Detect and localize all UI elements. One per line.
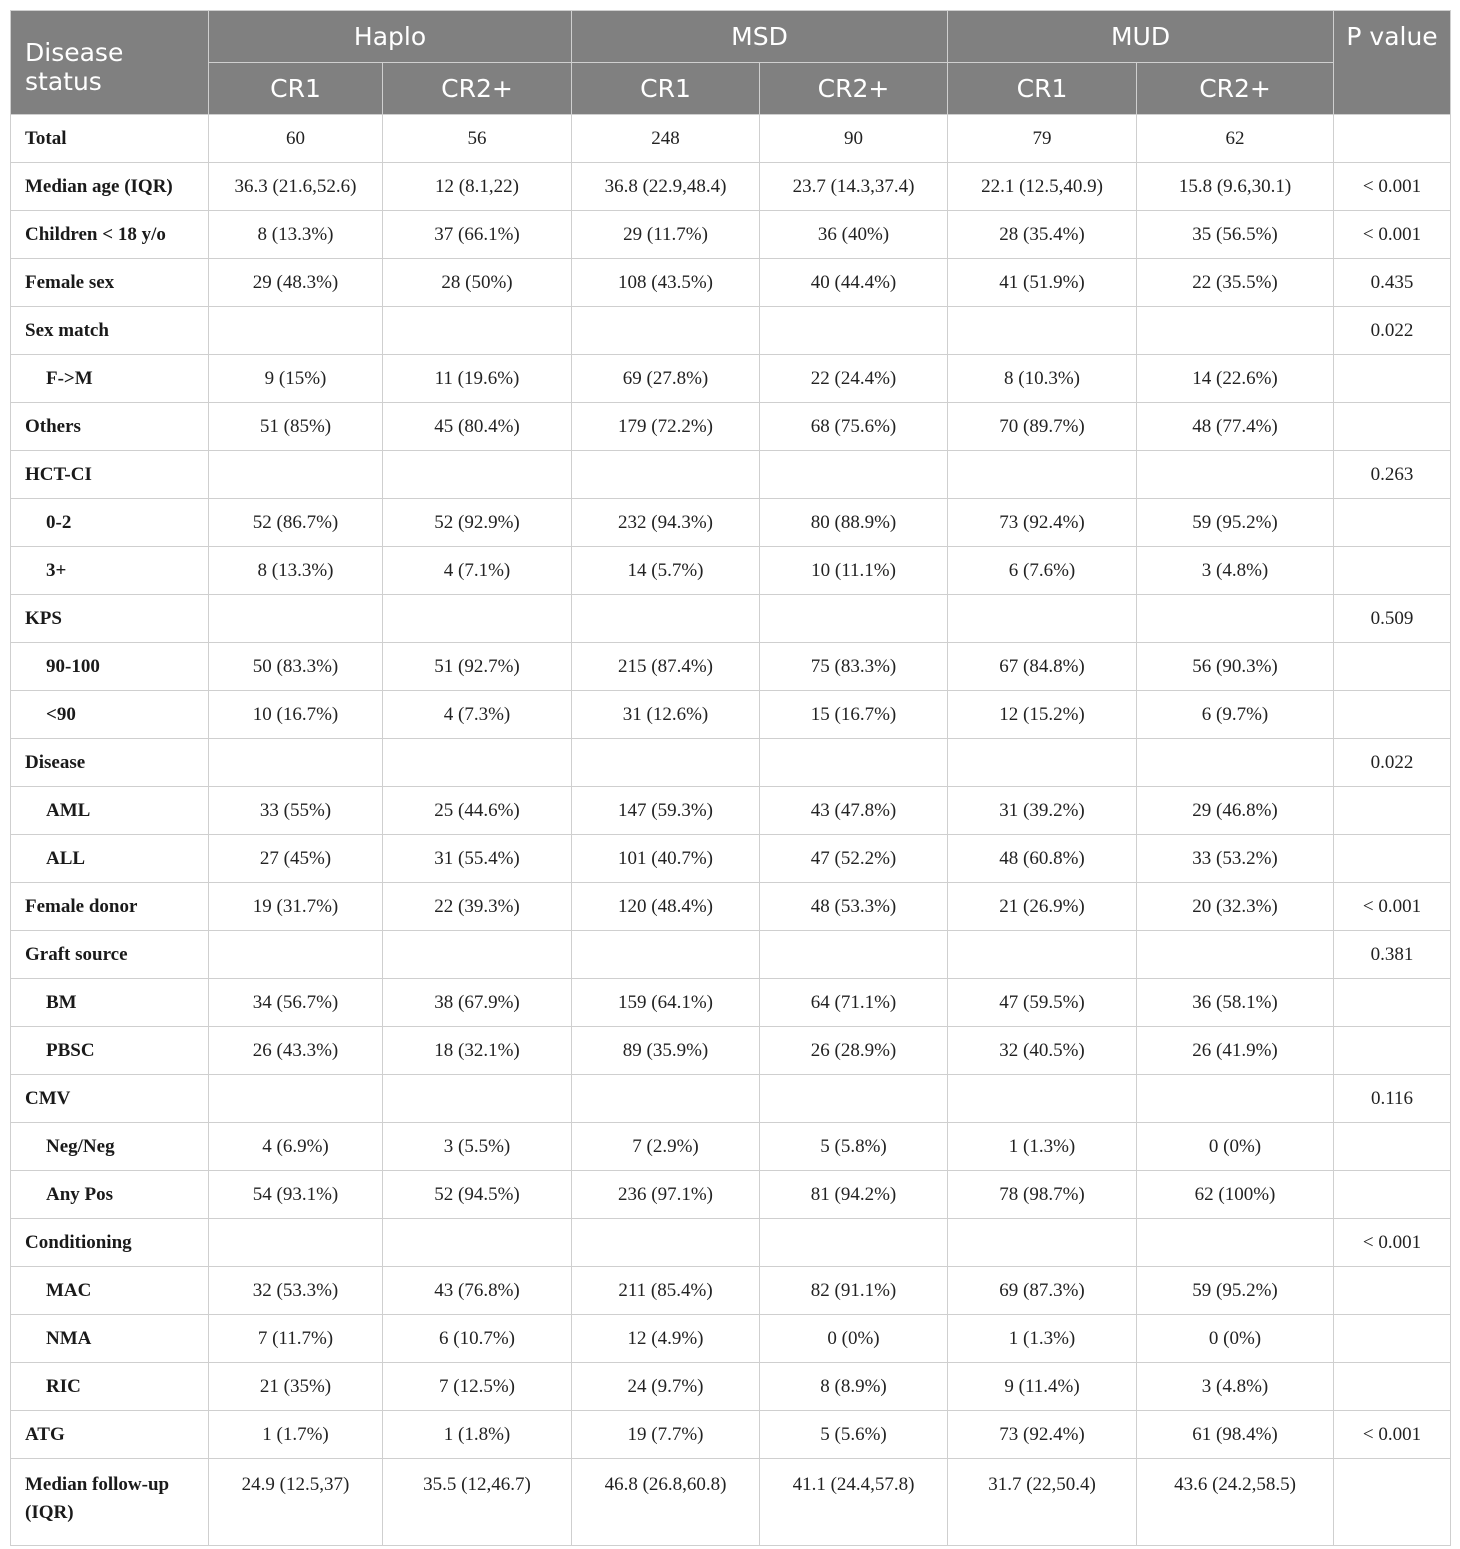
p-value-cell: 0.022 bbox=[1334, 307, 1451, 355]
table-cell: 19 (7.7%) bbox=[572, 1411, 760, 1459]
table-cell: 108 (43.5%) bbox=[572, 259, 760, 307]
p-value-cell: < 0.001 bbox=[1334, 1411, 1451, 1459]
table-cell: 33 (53.2%) bbox=[1137, 835, 1334, 883]
table-cell bbox=[1137, 451, 1334, 499]
table-cell bbox=[572, 1219, 760, 1267]
table-cell: 36.8 (22.9,48.4) bbox=[572, 163, 760, 211]
table-cell: 3 (4.8%) bbox=[1137, 1363, 1334, 1411]
table-cell bbox=[383, 1219, 572, 1267]
table-cell: 78 (98.7%) bbox=[948, 1171, 1137, 1219]
table-cell: 31 (12.6%) bbox=[572, 691, 760, 739]
table-cell: 80 (88.9%) bbox=[760, 499, 948, 547]
table-cell: 27 (45%) bbox=[209, 835, 383, 883]
table-cell: 15.8 (9.6,30.1) bbox=[1137, 163, 1334, 211]
table-cell: 101 (40.7%) bbox=[572, 835, 760, 883]
p-value-cell: < 0.001 bbox=[1334, 211, 1451, 259]
table-row bbox=[11, 1267, 1451, 1315]
table-row bbox=[11, 931, 1451, 979]
table-cell: 35.5 (12,46.7) bbox=[383, 1459, 572, 1546]
table-cell: 10 (11.1%) bbox=[760, 547, 948, 595]
table-cell: 38 (67.9%) bbox=[383, 979, 572, 1027]
table-row bbox=[11, 1459, 1451, 1546]
table-cell bbox=[572, 451, 760, 499]
row-label: ALL bbox=[11, 835, 209, 883]
table-cell: 48 (53.3%) bbox=[760, 883, 948, 931]
table-cell: 22 (24.4%) bbox=[760, 355, 948, 403]
table-cell: 43 (47.8%) bbox=[760, 787, 948, 835]
table-cell bbox=[760, 451, 948, 499]
table-cell: 23.7 (14.3,37.4) bbox=[760, 163, 948, 211]
table-cell bbox=[383, 451, 572, 499]
table-cell: 1 (1.8%) bbox=[383, 1411, 572, 1459]
table-cell: 35 (56.5%) bbox=[1137, 211, 1334, 259]
table-cell: 1 (1.3%) bbox=[948, 1123, 1137, 1171]
table-cell bbox=[1137, 739, 1334, 787]
table-cell bbox=[209, 1075, 383, 1123]
table-cell bbox=[948, 451, 1137, 499]
header-subcol: CR2+ bbox=[760, 63, 948, 115]
table-row bbox=[11, 883, 1451, 931]
table-cell: 56 (90.3%) bbox=[1137, 643, 1334, 691]
table-cell: 32 (40.5%) bbox=[948, 1027, 1137, 1075]
table-cell: 61 (98.4%) bbox=[1137, 1411, 1334, 1459]
table-row bbox=[11, 259, 1451, 307]
table-cell: 51 (85%) bbox=[209, 403, 383, 451]
row-label: PBSC bbox=[11, 1027, 209, 1075]
table-cell: 248 bbox=[572, 115, 760, 163]
table-cell: 211 (85.4%) bbox=[572, 1267, 760, 1315]
table-cell bbox=[760, 739, 948, 787]
p-value-cell bbox=[1334, 1123, 1451, 1171]
table-cell: 4 (6.9%) bbox=[209, 1123, 383, 1171]
table-cell: 36 (40%) bbox=[760, 211, 948, 259]
table-cell: 41 (51.9%) bbox=[948, 259, 1137, 307]
table-cell: 89 (35.9%) bbox=[572, 1027, 760, 1075]
table-row bbox=[11, 403, 1451, 451]
table-cell bbox=[760, 931, 948, 979]
table-cell: 51 (92.7%) bbox=[383, 643, 572, 691]
table-cell: 147 (59.3%) bbox=[572, 787, 760, 835]
table-cell: 12 (15.2%) bbox=[948, 691, 1137, 739]
table-row bbox=[11, 547, 1451, 595]
table-cell: 73 (92.4%) bbox=[948, 1411, 1137, 1459]
table-cell bbox=[209, 931, 383, 979]
table-cell: 5 (5.8%) bbox=[760, 1123, 948, 1171]
table-row bbox=[11, 1363, 1451, 1411]
table-cell bbox=[209, 1219, 383, 1267]
table-cell: 21 (35%) bbox=[209, 1363, 383, 1411]
row-label: Median age (IQR) bbox=[11, 163, 209, 211]
table-cell bbox=[383, 307, 572, 355]
table-cell: 69 (87.3%) bbox=[948, 1267, 1137, 1315]
table-cell: 8 (13.3%) bbox=[209, 211, 383, 259]
table-cell: 29 (46.8%) bbox=[1137, 787, 1334, 835]
p-value-cell: < 0.001 bbox=[1334, 163, 1451, 211]
table-row bbox=[11, 1123, 1451, 1171]
row-label: HCT-CI bbox=[11, 451, 209, 499]
row-label: Median follow-up (IQR) bbox=[11, 1459, 209, 1546]
table-cell: 36.3 (21.6,52.6) bbox=[209, 163, 383, 211]
p-value-cell: 0.263 bbox=[1334, 451, 1451, 499]
table-cell bbox=[948, 931, 1137, 979]
table-cell: 8 (8.9%) bbox=[760, 1363, 948, 1411]
table-row bbox=[11, 643, 1451, 691]
p-value-cell bbox=[1334, 1027, 1451, 1075]
table-cell: 120 (48.4%) bbox=[572, 883, 760, 931]
row-label: Children < 18 y/o bbox=[11, 211, 209, 259]
p-value-cell: 0.509 bbox=[1334, 595, 1451, 643]
table-cell: 31 (39.2%) bbox=[948, 787, 1137, 835]
table-cell: 24.9 (12.5,37) bbox=[209, 1459, 383, 1546]
p-value-cell bbox=[1334, 1171, 1451, 1219]
table-cell bbox=[572, 931, 760, 979]
row-label: Female sex bbox=[11, 259, 209, 307]
header-subcol: CR2+ bbox=[1137, 63, 1334, 115]
table-cell: 15 (16.7%) bbox=[760, 691, 948, 739]
row-label: <90 bbox=[11, 691, 209, 739]
table-cell: 48 (60.8%) bbox=[948, 835, 1137, 883]
table-cell: 6 (9.7%) bbox=[1137, 691, 1334, 739]
row-label: F->M bbox=[11, 355, 209, 403]
p-value-cell bbox=[1334, 547, 1451, 595]
p-value-cell bbox=[1334, 787, 1451, 835]
table-cell: 43 (76.8%) bbox=[383, 1267, 572, 1315]
table-cell bbox=[948, 739, 1137, 787]
table-cell: 59 (95.2%) bbox=[1137, 1267, 1334, 1315]
table-cell: 59 (95.2%) bbox=[1137, 499, 1334, 547]
table-cell: 64 (71.1%) bbox=[760, 979, 948, 1027]
table-cell: 26 (41.9%) bbox=[1137, 1027, 1334, 1075]
table-cell: 29 (48.3%) bbox=[209, 259, 383, 307]
table-cell: 41.1 (24.4,57.8) bbox=[760, 1459, 948, 1546]
table-cell bbox=[948, 1219, 1137, 1267]
table-row bbox=[11, 595, 1451, 643]
table-row bbox=[11, 115, 1451, 163]
table-cell: 26 (28.9%) bbox=[760, 1027, 948, 1075]
table-cell: 159 (64.1%) bbox=[572, 979, 760, 1027]
table-cell bbox=[383, 1075, 572, 1123]
table-cell: 52 (86.7%) bbox=[209, 499, 383, 547]
table-row bbox=[11, 1219, 1451, 1267]
row-label: CMV bbox=[11, 1075, 209, 1123]
table-cell: 75 (83.3%) bbox=[760, 643, 948, 691]
table-cell: 11 (19.6%) bbox=[383, 355, 572, 403]
table-row bbox=[11, 211, 1451, 259]
table-cell: 0 (0%) bbox=[1137, 1315, 1334, 1363]
table-cell: 68 (75.6%) bbox=[760, 403, 948, 451]
table-cell bbox=[1137, 307, 1334, 355]
table-cell bbox=[1137, 931, 1334, 979]
table-row bbox=[11, 787, 1451, 835]
table-cell: 20 (32.3%) bbox=[1137, 883, 1334, 931]
table-cell: 28 (35.4%) bbox=[948, 211, 1137, 259]
table-cell: 22 (39.3%) bbox=[383, 883, 572, 931]
table-body bbox=[11, 115, 1451, 1546]
p-value-cell: < 0.001 bbox=[1334, 1219, 1451, 1267]
row-label: Neg/Neg bbox=[11, 1123, 209, 1171]
table-cell: 32 (53.3%) bbox=[209, 1267, 383, 1315]
table-cell: 34 (56.7%) bbox=[209, 979, 383, 1027]
p-value-cell: < 0.001 bbox=[1334, 883, 1451, 931]
table-cell: 9 (15%) bbox=[209, 355, 383, 403]
row-label: BM bbox=[11, 979, 209, 1027]
table-cell bbox=[572, 739, 760, 787]
table-cell: 82 (91.1%) bbox=[760, 1267, 948, 1315]
table-row bbox=[11, 739, 1451, 787]
table-cell: 37 (66.1%) bbox=[383, 211, 572, 259]
table-row bbox=[11, 979, 1451, 1027]
table-cell: 60 bbox=[209, 115, 383, 163]
table-row bbox=[11, 1411, 1451, 1459]
table-cell: 1 (1.3%) bbox=[948, 1315, 1137, 1363]
row-label: NMA bbox=[11, 1315, 209, 1363]
header-group-msd: MSD bbox=[572, 11, 948, 63]
p-value-cell bbox=[1334, 1267, 1451, 1315]
row-label: 3+ bbox=[11, 547, 209, 595]
table-cell bbox=[760, 1075, 948, 1123]
table-cell: 48 (77.4%) bbox=[1137, 403, 1334, 451]
p-value-cell: 0.022 bbox=[1334, 739, 1451, 787]
table-cell bbox=[383, 931, 572, 979]
table-cell: 31.7 (22,50.4) bbox=[948, 1459, 1137, 1546]
table-cell: 31 (55.4%) bbox=[383, 835, 572, 883]
table-cell: 7 (12.5%) bbox=[383, 1363, 572, 1411]
table-cell: 14 (22.6%) bbox=[1137, 355, 1334, 403]
header-disease-status: Disease status bbox=[11, 11, 209, 115]
header-subcol: CR2+ bbox=[383, 63, 572, 115]
table-cell bbox=[760, 1219, 948, 1267]
table-row bbox=[11, 355, 1451, 403]
table-cell bbox=[760, 307, 948, 355]
table-cell: 9 (11.4%) bbox=[948, 1363, 1137, 1411]
table-cell: 36 (58.1%) bbox=[1137, 979, 1334, 1027]
table-cell bbox=[209, 307, 383, 355]
p-value-cell bbox=[1334, 691, 1451, 739]
row-label: Total bbox=[11, 115, 209, 163]
table-cell: 22.1 (12.5,40.9) bbox=[948, 163, 1137, 211]
table-cell bbox=[383, 595, 572, 643]
p-value-cell: 0.435 bbox=[1334, 259, 1451, 307]
header-group-mud: MUD bbox=[948, 11, 1334, 63]
table-cell: 28 (50%) bbox=[383, 259, 572, 307]
table-cell: 33 (55%) bbox=[209, 787, 383, 835]
table-cell bbox=[572, 307, 760, 355]
p-value-cell bbox=[1334, 355, 1451, 403]
table-cell: 8 (10.3%) bbox=[948, 355, 1137, 403]
table-cell: 24 (9.7%) bbox=[572, 1363, 760, 1411]
table-cell: 73 (92.4%) bbox=[948, 499, 1137, 547]
table-cell bbox=[760, 595, 948, 643]
table-row bbox=[11, 691, 1451, 739]
row-label: ATG bbox=[11, 1411, 209, 1459]
table-cell: 3 (5.5%) bbox=[383, 1123, 572, 1171]
table-cell: 47 (59.5%) bbox=[948, 979, 1137, 1027]
table-row bbox=[11, 163, 1451, 211]
table-cell bbox=[948, 307, 1137, 355]
table-cell: 0 (0%) bbox=[760, 1315, 948, 1363]
row-label: 0-2 bbox=[11, 499, 209, 547]
table-cell bbox=[948, 1075, 1137, 1123]
table-cell: 22 (35.5%) bbox=[1137, 259, 1334, 307]
table-cell: 69 (27.8%) bbox=[572, 355, 760, 403]
table-cell: 236 (97.1%) bbox=[572, 1171, 760, 1219]
table-cell: 67 (84.8%) bbox=[948, 643, 1137, 691]
table-cell: 7 (2.9%) bbox=[572, 1123, 760, 1171]
row-label: Sex match bbox=[11, 307, 209, 355]
header-subcol: CR1 bbox=[948, 63, 1137, 115]
patient-characteristics-table bbox=[10, 10, 1451, 1546]
table-cell: 79 bbox=[948, 115, 1137, 163]
table-cell: 56 bbox=[383, 115, 572, 163]
table-cell: 215 (87.4%) bbox=[572, 643, 760, 691]
header-subcol: CR1 bbox=[209, 63, 383, 115]
table-cell bbox=[209, 451, 383, 499]
table-cell: 26 (43.3%) bbox=[209, 1027, 383, 1075]
row-label: Graft source bbox=[11, 931, 209, 979]
table-cell: 179 (72.2%) bbox=[572, 403, 760, 451]
row-label: KPS bbox=[11, 595, 209, 643]
table-row bbox=[11, 307, 1451, 355]
table-cell: 14 (5.7%) bbox=[572, 547, 760, 595]
table-row bbox=[11, 1075, 1451, 1123]
p-value-cell bbox=[1334, 835, 1451, 883]
table-cell: 90 bbox=[760, 115, 948, 163]
p-value-cell bbox=[1334, 115, 1451, 163]
table-cell: 1 (1.7%) bbox=[209, 1411, 383, 1459]
table-cell: 4 (7.1%) bbox=[383, 547, 572, 595]
table-cell: 52 (92.9%) bbox=[383, 499, 572, 547]
table-cell bbox=[1137, 1219, 1334, 1267]
header-group-haplo: Haplo bbox=[209, 11, 572, 63]
table-cell: 18 (32.1%) bbox=[383, 1027, 572, 1075]
table-cell bbox=[209, 595, 383, 643]
table-cell: 43.6 (24.2,58.5) bbox=[1137, 1459, 1334, 1546]
p-value-cell bbox=[1334, 1459, 1451, 1546]
table-cell: 12 (4.9%) bbox=[572, 1315, 760, 1363]
table-cell: 81 (94.2%) bbox=[760, 1171, 948, 1219]
table-cell: 45 (80.4%) bbox=[383, 403, 572, 451]
table-cell: 40 (44.4%) bbox=[760, 259, 948, 307]
table-cell: 52 (94.5%) bbox=[383, 1171, 572, 1219]
table-cell: 0 (0%) bbox=[1137, 1123, 1334, 1171]
table-cell: 10 (16.7%) bbox=[209, 691, 383, 739]
row-label: Conditioning bbox=[11, 1219, 209, 1267]
table-row bbox=[11, 499, 1451, 547]
table-cell: 6 (7.6%) bbox=[948, 547, 1137, 595]
table-cell: 50 (83.3%) bbox=[209, 643, 383, 691]
table-cell: 70 (89.7%) bbox=[948, 403, 1137, 451]
table-cell: 62 bbox=[1137, 115, 1334, 163]
table-cell: 29 (11.7%) bbox=[572, 211, 760, 259]
row-label: Others bbox=[11, 403, 209, 451]
p-value-cell bbox=[1334, 979, 1451, 1027]
table-cell: 4 (7.3%) bbox=[383, 691, 572, 739]
header-p-value: P value bbox=[1334, 11, 1451, 115]
row-label: RIC bbox=[11, 1363, 209, 1411]
table-cell bbox=[383, 739, 572, 787]
p-value-cell bbox=[1334, 1315, 1451, 1363]
p-value-cell: 0.381 bbox=[1334, 931, 1451, 979]
table-container bbox=[10, 10, 1450, 1546]
row-label: Disease bbox=[11, 739, 209, 787]
table-cell bbox=[572, 595, 760, 643]
table-row bbox=[11, 835, 1451, 883]
table-cell: 19 (31.7%) bbox=[209, 883, 383, 931]
p-value-cell bbox=[1334, 643, 1451, 691]
table-cell: 21 (26.9%) bbox=[948, 883, 1137, 931]
row-label: Female donor bbox=[11, 883, 209, 931]
table-header bbox=[11, 11, 1451, 115]
table-cell: 6 (10.7%) bbox=[383, 1315, 572, 1363]
row-label: AML bbox=[11, 787, 209, 835]
row-label: 90-100 bbox=[11, 643, 209, 691]
p-value-cell bbox=[1334, 1363, 1451, 1411]
table-cell bbox=[209, 739, 383, 787]
table-cell: 5 (5.6%) bbox=[760, 1411, 948, 1459]
table-row bbox=[11, 1315, 1451, 1363]
table-cell: 232 (94.3%) bbox=[572, 499, 760, 547]
table-cell: 46.8 (26.8,60.8) bbox=[572, 1459, 760, 1546]
row-label: MAC bbox=[11, 1267, 209, 1315]
p-value-cell: 0.116 bbox=[1334, 1075, 1451, 1123]
table-row bbox=[11, 1027, 1451, 1075]
table-cell bbox=[572, 1075, 760, 1123]
table-cell: 47 (52.2%) bbox=[760, 835, 948, 883]
p-value-cell bbox=[1334, 403, 1451, 451]
row-label: Any Pos bbox=[11, 1171, 209, 1219]
table-cell: 3 (4.8%) bbox=[1137, 547, 1334, 595]
table-cell bbox=[1137, 1075, 1334, 1123]
table-row bbox=[11, 451, 1451, 499]
table-cell bbox=[1137, 595, 1334, 643]
table-cell: 8 (13.3%) bbox=[209, 547, 383, 595]
table-cell: 25 (44.6%) bbox=[383, 787, 572, 835]
table-cell: 54 (93.1%) bbox=[209, 1171, 383, 1219]
table-cell: 12 (8.1,22) bbox=[383, 163, 572, 211]
table-cell: 7 (11.7%) bbox=[209, 1315, 383, 1363]
header-subcol: CR1 bbox=[572, 63, 760, 115]
table-cell: 62 (100%) bbox=[1137, 1171, 1334, 1219]
p-value-cell bbox=[1334, 499, 1451, 547]
table-row bbox=[11, 1171, 1451, 1219]
table-cell bbox=[948, 595, 1137, 643]
